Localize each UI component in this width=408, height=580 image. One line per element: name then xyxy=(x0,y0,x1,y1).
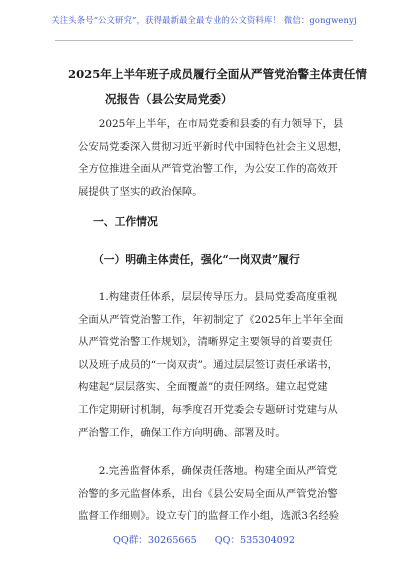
footer-qq-group: QQ群：30265665 xyxy=(112,535,197,546)
paragraph-line: 以及班子成员的“一岗双责”。通过层层签订责任承诺书， xyxy=(78,358,338,371)
paragraph-2 xyxy=(78,460,340,528)
subsection-heading: （一）明确主体责任，强化“一岗双责”履行 xyxy=(93,253,300,266)
paragraph-line: 工作定期研讨机制，每季度召开党委会专题研讨党建与从 xyxy=(78,403,338,416)
paragraph-line: 从严管党治警工作规划》，清晰界定主要领导的首要责任 xyxy=(78,336,333,349)
paragraph-line: 严治警工作，确保工作方向明确、部署及时。 xyxy=(78,426,286,439)
paragraph-line: 1.构建责任体系，层层传导压力。县局党委高度重视 xyxy=(78,291,338,303)
header-banner: 关注头条号“公文研究”，获得最新最全最专业的公文资料库！ 微信：gongwenyj xyxy=(51,15,357,25)
paragraph-line: 展提供了坚实的政治保障。 xyxy=(78,185,203,198)
paragraph-line: 监督工作细则》。设立专门的监督工作小组，选派3名经验 xyxy=(78,510,340,523)
intro-paragraph xyxy=(78,113,349,203)
paragraph-line: 公安局党委深入贯彻习近平新时代中国特色社会主义思想， xyxy=(78,140,349,153)
footer-qq-number: QQ：535304092 xyxy=(214,535,295,546)
paragraph-1 xyxy=(78,286,344,444)
paragraph-line: 2025年上半年，在市局党委和县委的有力领导下，县 xyxy=(78,118,344,130)
section-heading: 一、工作情况 xyxy=(93,215,158,228)
paragraph-line: 2.完善监督体系，确保责任落地。构建全面从严管党 xyxy=(78,465,338,477)
paragraph-line: 构建起“层层落实、全面覆盖”的责任网络。建立起党建 xyxy=(78,381,328,394)
paragraph-line: 全面从严管党治警工作，年初制定了《2025年上半年全面 xyxy=(78,313,344,326)
paragraph-line: 治警的多元监督体系，出台《县公安局全面从严管党治警 xyxy=(78,487,338,500)
header-divider xyxy=(55,40,353,41)
footer-contact xyxy=(0,532,408,546)
title-line-2: 况报告（县公安局党委） xyxy=(105,92,233,106)
paragraph-line: 全方位推进全面从严管党治警工作，为公安工作的高效开 xyxy=(78,163,338,176)
title-line-1: 2025年上半年班子成员履行全面从严管党治警主体责任情 xyxy=(68,67,367,81)
document-title xyxy=(68,62,367,112)
